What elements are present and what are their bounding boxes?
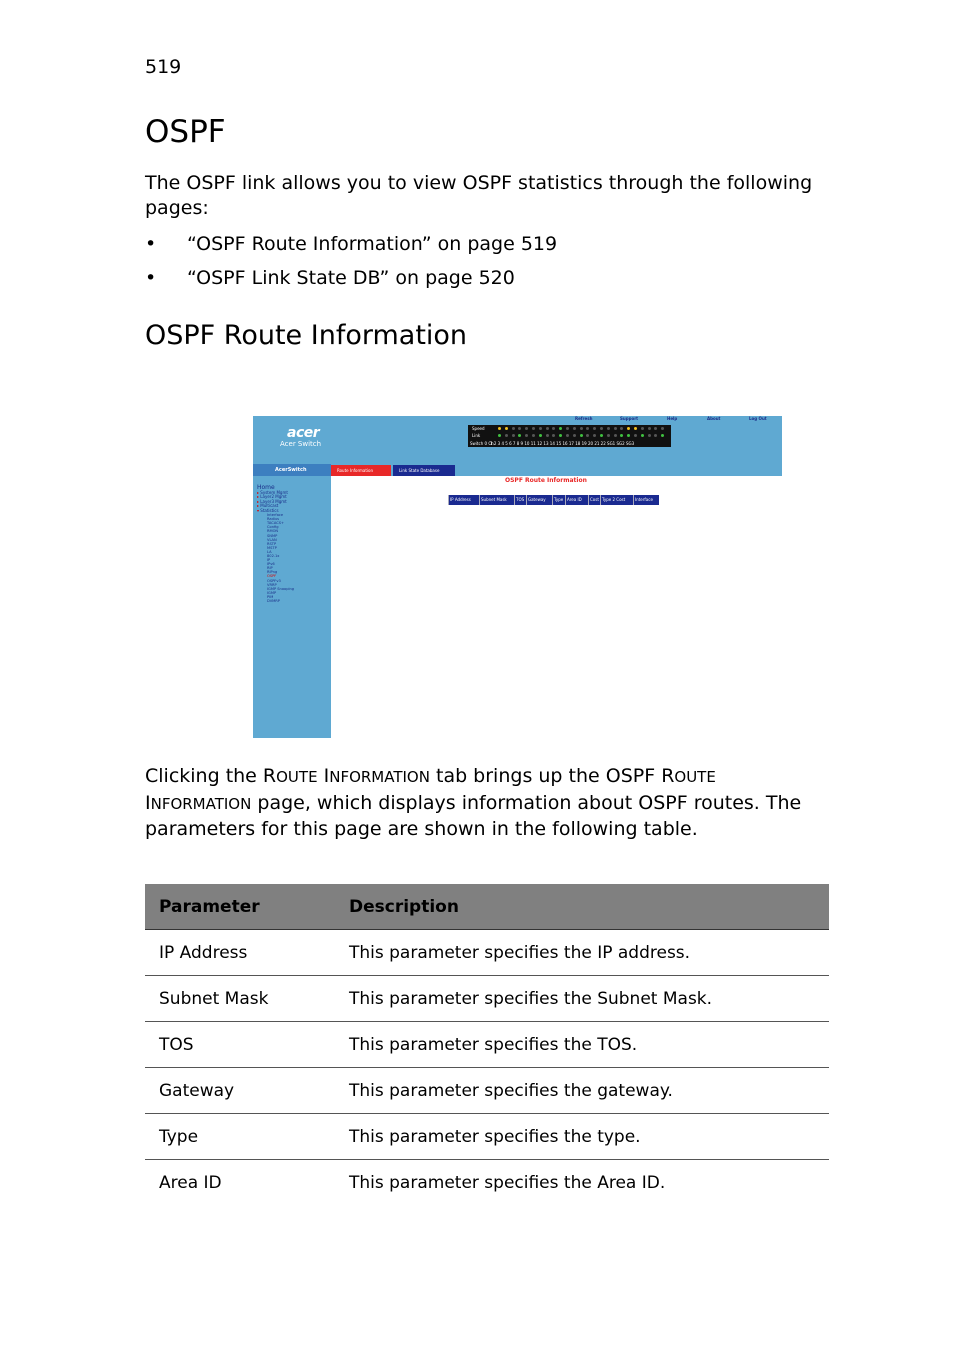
nav-tree <box>257 484 294 603</box>
port-led-icon <box>573 434 576 437</box>
description-cell: This parameter specifies the gateway. <box>335 1068 829 1114</box>
table-row <box>145 930 829 976</box>
column-header: IP Address <box>450 497 471 502</box>
expand-arrow-icon: ▸ <box>257 490 260 495</box>
nav-subitem[interactable]: DVMRP <box>267 599 280 603</box>
port-led-icon <box>518 427 521 430</box>
nav-subitem[interactable]: PIM <box>267 594 274 599</box>
speed-label: Speed <box>472 426 485 431</box>
page-heading: OSPF <box>145 114 226 150</box>
screenshot-figure <box>253 416 782 738</box>
help-link[interactable]: Help <box>667 416 678 421</box>
collapse-arrow-icon: ▾ <box>257 507 260 513</box>
port-led-icon <box>505 434 508 437</box>
column-header: Type <box>554 497 564 502</box>
port-led-icon <box>620 434 623 437</box>
nav-home[interactable]: Home <box>257 484 275 491</box>
port-led-icon <box>661 434 664 437</box>
parameter-cell: TOS <box>145 1022 335 1068</box>
screenshot-sidebar <box>253 476 331 738</box>
refresh-link[interactable]: Refresh <box>575 416 593 421</box>
parameter-table <box>145 884 829 1205</box>
list-item <box>145 230 557 264</box>
port-led-icon <box>648 427 651 430</box>
table-row <box>145 1114 829 1160</box>
nav-subitem[interactable]: OSPFv3 <box>267 578 281 583</box>
route-table-header <box>448 495 659 505</box>
port-led-icon <box>566 427 569 430</box>
port-led-icon <box>620 427 623 430</box>
nav-subitem[interactable]: Interface <box>267 513 284 518</box>
expand-arrow-icon: ▸ <box>257 498 260 504</box>
nav-subitem[interactable]: IP <box>267 558 271 563</box>
port-led-icon <box>532 427 535 430</box>
page-number: 519 <box>145 56 182 78</box>
description-paragraph: Clicking the ROUTE INFORMATION tab brings up the OSPF ROUTE INFORMATION page, which displays information about OSPF routes. The parameters for this page are shown in the following table. <box>145 765 802 840</box>
port-led-icon <box>654 434 657 437</box>
port-led-icon <box>641 427 644 430</box>
description-cell: This parameter specifies the Area ID. <box>349 1172 666 1193</box>
column-header: Gateway <box>528 497 546 502</box>
cross-reference-link[interactable]: “OSPF Route Information” on page 519 <box>187 233 558 255</box>
table-row <box>145 1022 829 1068</box>
nav-subitem[interactable]: RIP <box>267 566 273 571</box>
port-led-icon <box>586 434 589 437</box>
port-led-icon <box>525 434 528 437</box>
port-led-icon <box>532 434 535 437</box>
nav-subitem[interactable]: RMON <box>267 529 279 534</box>
port-led-icon <box>648 434 651 437</box>
nav-subitem[interactable]: SNMP <box>267 533 278 538</box>
bullet-marker: • <box>145 233 157 255</box>
port-led-icon <box>627 434 630 437</box>
port-led-icon <box>654 427 657 430</box>
column-header: Interface <box>635 497 653 502</box>
nav-item[interactable]: ▸ Layer3 Mgmt <box>257 498 287 504</box>
port-led-icon <box>552 427 555 430</box>
nav-subitem[interactable]: RIPng <box>267 570 278 575</box>
content-title: OSPF Route Information <box>505 477 587 484</box>
port-led-icon <box>580 427 583 430</box>
nav-subitem[interactable]: TACACS+ <box>267 521 285 526</box>
nav-subitem[interactable]: LA <box>267 549 272 554</box>
parameter-cell: Area ID <box>159 1172 222 1193</box>
column-header: Parameter <box>145 884 335 930</box>
port-led-icon <box>593 434 596 437</box>
nav-item[interactable]: ▾ Statistics <box>257 507 279 513</box>
nav-item[interactable]: ▸ Layer2 Mgmt <box>257 494 287 500</box>
nav-subitem[interactable]: 802.1x <box>267 553 280 558</box>
list-item <box>145 264 557 298</box>
port-led-icon <box>573 427 576 430</box>
nav-subitem[interactable]: IGMP <box>267 590 277 595</box>
port-led-icon <box>498 427 501 430</box>
tab-link-state-database[interactable]: Link State Database <box>393 465 455 476</box>
port-led-icon <box>559 434 562 437</box>
table-row <box>145 1160 829 1206</box>
port-led-icon <box>600 427 603 430</box>
cross-reference-link[interactable]: “OSPF Link State DB” on page 520 <box>187 267 515 289</box>
nav-item[interactable]: ▸ Multicast <box>257 503 279 509</box>
column-header: TOS <box>516 497 525 502</box>
nav-subitem[interactable]: Config <box>267 525 279 530</box>
port-status-panel <box>468 425 671 447</box>
port-led-icon <box>614 434 617 437</box>
nav-subitem[interactable]: MSTP <box>267 545 277 550</box>
expand-arrow-icon: ▸ <box>257 503 260 509</box>
port-led-icon <box>614 427 617 430</box>
port-led-icon <box>546 434 549 437</box>
section-heading: OSPF Route Information <box>145 320 468 351</box>
port-led-icon <box>512 434 515 437</box>
port-led-icon <box>593 427 596 430</box>
about-link[interactable]: About <box>707 416 721 421</box>
parameter-cell: IP Address <box>145 930 335 976</box>
port-led-icon <box>607 427 610 430</box>
port-led-icon <box>641 434 644 437</box>
table-row <box>145 976 829 1022</box>
description-cell: This parameter specifies the type. <box>335 1114 829 1160</box>
switch-label: Switch 0 Ch <box>470 441 494 446</box>
port-led-icon <box>505 427 508 430</box>
port-led-icon <box>580 434 583 437</box>
expand-arrow-icon: ▸ <box>257 494 260 500</box>
port-led-icon <box>627 427 630 430</box>
description-cell: This parameter specifies the Subnet Mask. <box>335 976 829 1022</box>
description-cell: This parameter specifies the IP address. <box>335 930 829 976</box>
support-link[interactable]: Support <box>620 416 639 421</box>
column-header: Description <box>335 884 829 930</box>
bullet-marker: • <box>145 267 157 289</box>
nav-subitem[interactable]: IPv6 <box>267 562 275 567</box>
column-header: Cost <box>590 497 599 502</box>
port-led-icon <box>566 434 569 437</box>
port-led-icon <box>600 434 603 437</box>
nav-subitem[interactable]: VRRP <box>267 582 277 587</box>
parameter-cell: Subnet Mask <box>145 976 335 1022</box>
port-led-icon <box>498 434 501 437</box>
acer-logo: acer <box>287 425 320 441</box>
port-led-icon <box>525 427 528 430</box>
port-led-icon <box>586 427 589 430</box>
port-led-icon <box>518 434 521 437</box>
port-led-icon <box>607 434 610 437</box>
column-header: Subnet Mask <box>481 497 507 502</box>
port-led-icon <box>539 434 542 437</box>
table-row <box>145 1068 829 1114</box>
port-led-icon <box>634 427 637 430</box>
port-led-icon <box>552 434 555 437</box>
nav-subitem[interactable]: VLAN <box>267 537 277 542</box>
port-led-icon <box>539 427 542 430</box>
nav-subitem[interactable]: IGMP Snooping <box>267 586 295 591</box>
tab-route-information[interactable]: Route Information <box>331 465 391 476</box>
port-led-icon <box>512 427 515 430</box>
nav-subitem[interactable]: RSTP <box>267 541 277 546</box>
nav-item[interactable]: ▸ System Mgmt <box>257 490 288 495</box>
column-header: Type 2 Cost <box>602 497 626 502</box>
port-led-icon <box>559 427 562 430</box>
sidebar-header: AcerSwitch <box>253 464 331 476</box>
logout-link[interactable]: Log Out <box>749 416 767 421</box>
port-led-icon <box>661 427 664 430</box>
logo-subtitle: Acer Switch <box>280 440 322 448</box>
parameter-cell: Type <box>145 1114 335 1160</box>
intro-text: The OSPF link allows you to view OSPF statistics through the following pages: <box>145 172 813 219</box>
bullet-list <box>145 230 557 298</box>
top-links <box>575 416 775 422</box>
nav-subitem[interactable]: Radius <box>267 517 280 522</box>
port-led-icon <box>546 427 549 430</box>
link-label: Link <box>472 433 481 438</box>
table-header-row <box>145 884 829 930</box>
parameter-cell: Gateway <box>145 1068 335 1114</box>
port-led-icon <box>634 434 637 437</box>
description-cell: This parameter specifies the TOS. <box>335 1022 829 1068</box>
port-numbers: 1 2 3 4 5 6 7 8 9 10 11 12 13 14 15 16 17 18 19 20 21 22 SG1 SG2 SG3 <box>490 441 635 446</box>
nav-subitem-selected[interactable]: OSPF <box>267 574 277 579</box>
column-header: Area ID <box>567 497 582 502</box>
